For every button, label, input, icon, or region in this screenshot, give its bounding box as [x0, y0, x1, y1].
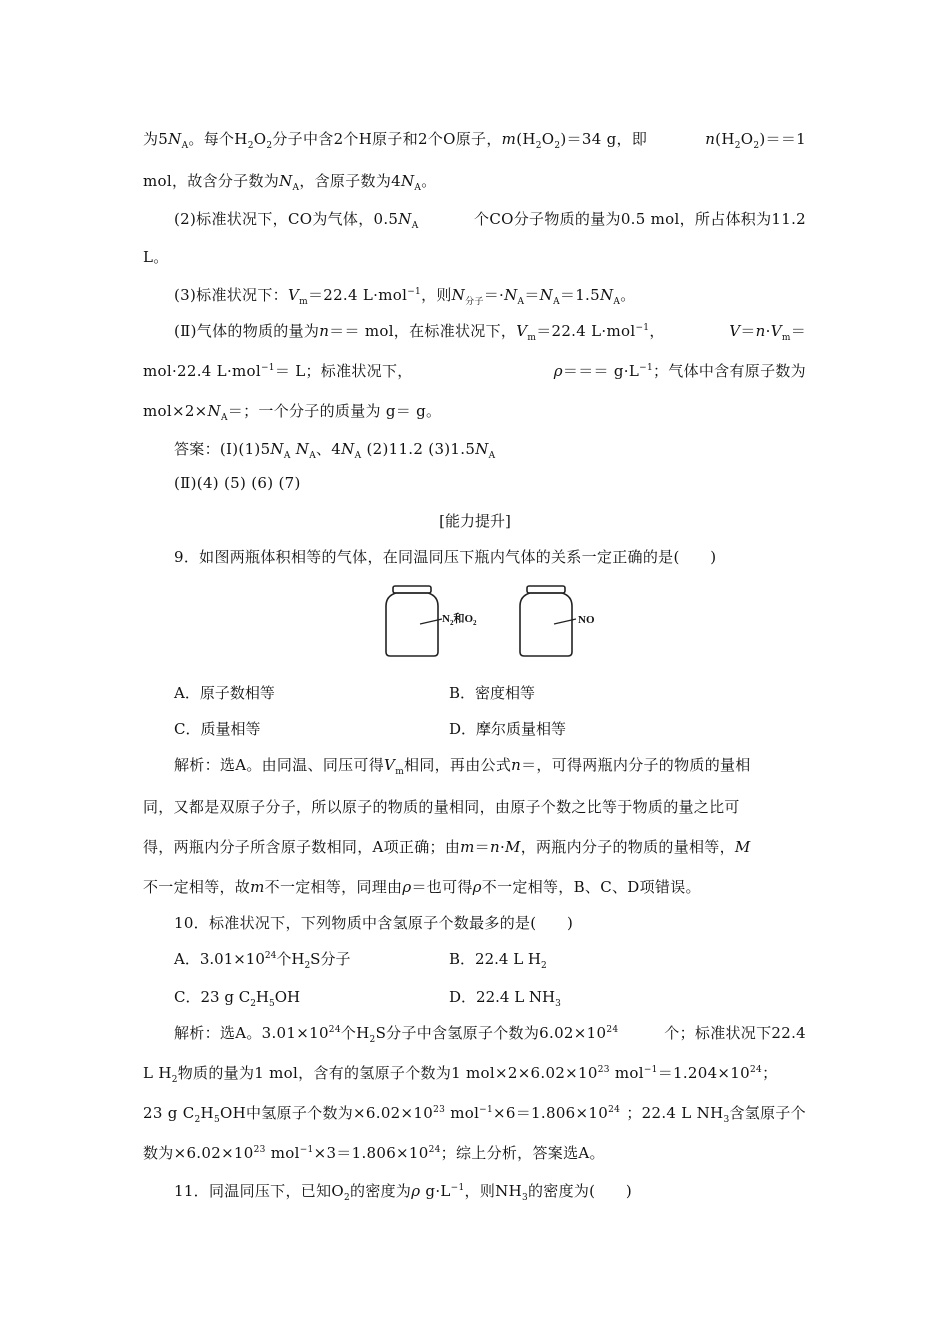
answer-line2: (Ⅱ)(4) (5) (6) (7) — [174, 474, 301, 492]
q10-stem: 10．标准状况下，下列物质中含氢原子个数最多的是( ) — [174, 914, 574, 932]
q9-solution-line3: 得，两瓶内分子所含原子数相同，A项正确；由m＝n·M，两瓶内分子的物质的量相等，M — [143, 838, 751, 856]
q9-solution-line1: 解析：选A。由同温、同压可得$V_m$相同，再由公式n＝，可得两瓶内分子的物质的量相 — [174, 756, 751, 777]
q10-solution-line3: 23 g $C_2H_5OH$中氢原子个数为$\times 6.02\times 10^{23}$ $mol^{-1}\times 6=1.806\times 10^{24}$ ；22.4 L $NH_3$含氢原子个 — [143, 1104, 806, 1125]
answer-line1: 答案：$(Ⅰ)(1)5N_A$ $N_A$、$4N_A$ (2)11.2 $(3)1.5N_A$ — [174, 440, 496, 461]
p2-line2: L。 — [143, 248, 169, 266]
q11-stem: 11．同温同压下，已知$O_2$的密度为ρ $g\cdot L^{-1}$，则$NH_3$的密度为( ) — [174, 1182, 633, 1203]
q10-option-a: A．$3.01\times 10^{24}$个$H_2S$分子 — [174, 950, 351, 971]
q9-stem: 9．如图两瓶体积相等的气体，在同温同压下瓶内气体的关系一定正确的是( ) — [174, 548, 717, 566]
q9-option-d: D．摩尔质量相等 — [449, 720, 567, 738]
jar2-body — [520, 593, 572, 656]
p4-line1: (Ⅱ)气体的物质的量为n＝＝ mol，在标准状况下，$V_m=22.4$ L·mol$^{-1}$， $V=n\cdot V_m=$ — [174, 322, 806, 343]
section-title: [能力提升] — [439, 512, 511, 530]
jar2-label: NO — [578, 614, 595, 626]
jar1-lid — [393, 586, 431, 593]
q9-option-c: C．质量相等 — [174, 720, 261, 738]
p1-line1: 为$5N_A$。每个$H_2O_2$分子中含2个H原子和2个O原子，$m(H_2O_2)=34$ g，即 $n(H_2O_2)==1$ — [143, 130, 806, 151]
q9-solution-line4: 不一定相等，故m不一定相等，同理由ρ＝也可得ρ不一定相等，B、C、D项错误。 — [143, 878, 701, 896]
jar1-body — [386, 593, 438, 656]
p4-line2: mol·22.4 L·mol$^{-1}$＝ L；标准状况下， $\rho=== g\cdot L^{-1}$；气体中含有原子数为 — [143, 362, 806, 380]
q10-solution-line2: L $H_2$物质的量为1 mol，含有的氢原子个数为1 $mol\times 2\times 6.02\times 10^{23}$ $mol^{-1}=1.204\times 10^{24}$； — [143, 1064, 778, 1085]
jar1-label: $N_2$和$O_2$ — [442, 613, 477, 627]
q10-solution-line1: 解析：选A。$3.01\times 10^{24}$个$H_2S$分子中含氢原子个数为$6.02\times 10^{24}$ 个；标准状况下22.4 — [174, 1024, 806, 1045]
q9-option-a: A．原子数相等 — [174, 684, 275, 702]
jar-no-illustration — [516, 584, 606, 658]
q10-option-d: D．22.4 L $NH_3$ — [449, 988, 561, 1009]
jar2-lid — [527, 586, 565, 593]
p1-line2: mol，故含分子数为$N_A$，含原子数为$4N_A$。 — [143, 172, 437, 193]
q9-option-b: B．密度相等 — [449, 684, 536, 702]
jar-n2-o2-illustration — [382, 584, 492, 658]
q9-solution-line2: 同，又都是双原子分子，所以原子的物质的量相同，由原子个数之比等于物质的量之比可 — [143, 798, 740, 816]
p2-line1: (2)标准状况下，CO为气体，$0.5N_A$ 个CO分子物质的量为0.5 mol，所占体积为11.2 — [174, 210, 806, 231]
q10-option-c: C．23 g $C_2H_5OH$ — [174, 988, 301, 1009]
p3-line: (3)标准状况下：$V_m=22.4$ L·mol$^{-1}$，则$N_{分子}=\cdot N_A=N_A=1.5N_A$。 — [174, 286, 636, 307]
q10-solution-line4: 数为$\times 6.02\times 10^{23}$ $mol^{-1}\times 3=1.806\times 10^{24}$；综上分析，答案选A。 — [143, 1144, 605, 1162]
p4-line3: $mol\times 2\times N_A=$；一个分子的质量为 g＝ g。 — [143, 402, 442, 423]
q10-option-b: B．22.4 L $H_2$ — [449, 950, 547, 971]
